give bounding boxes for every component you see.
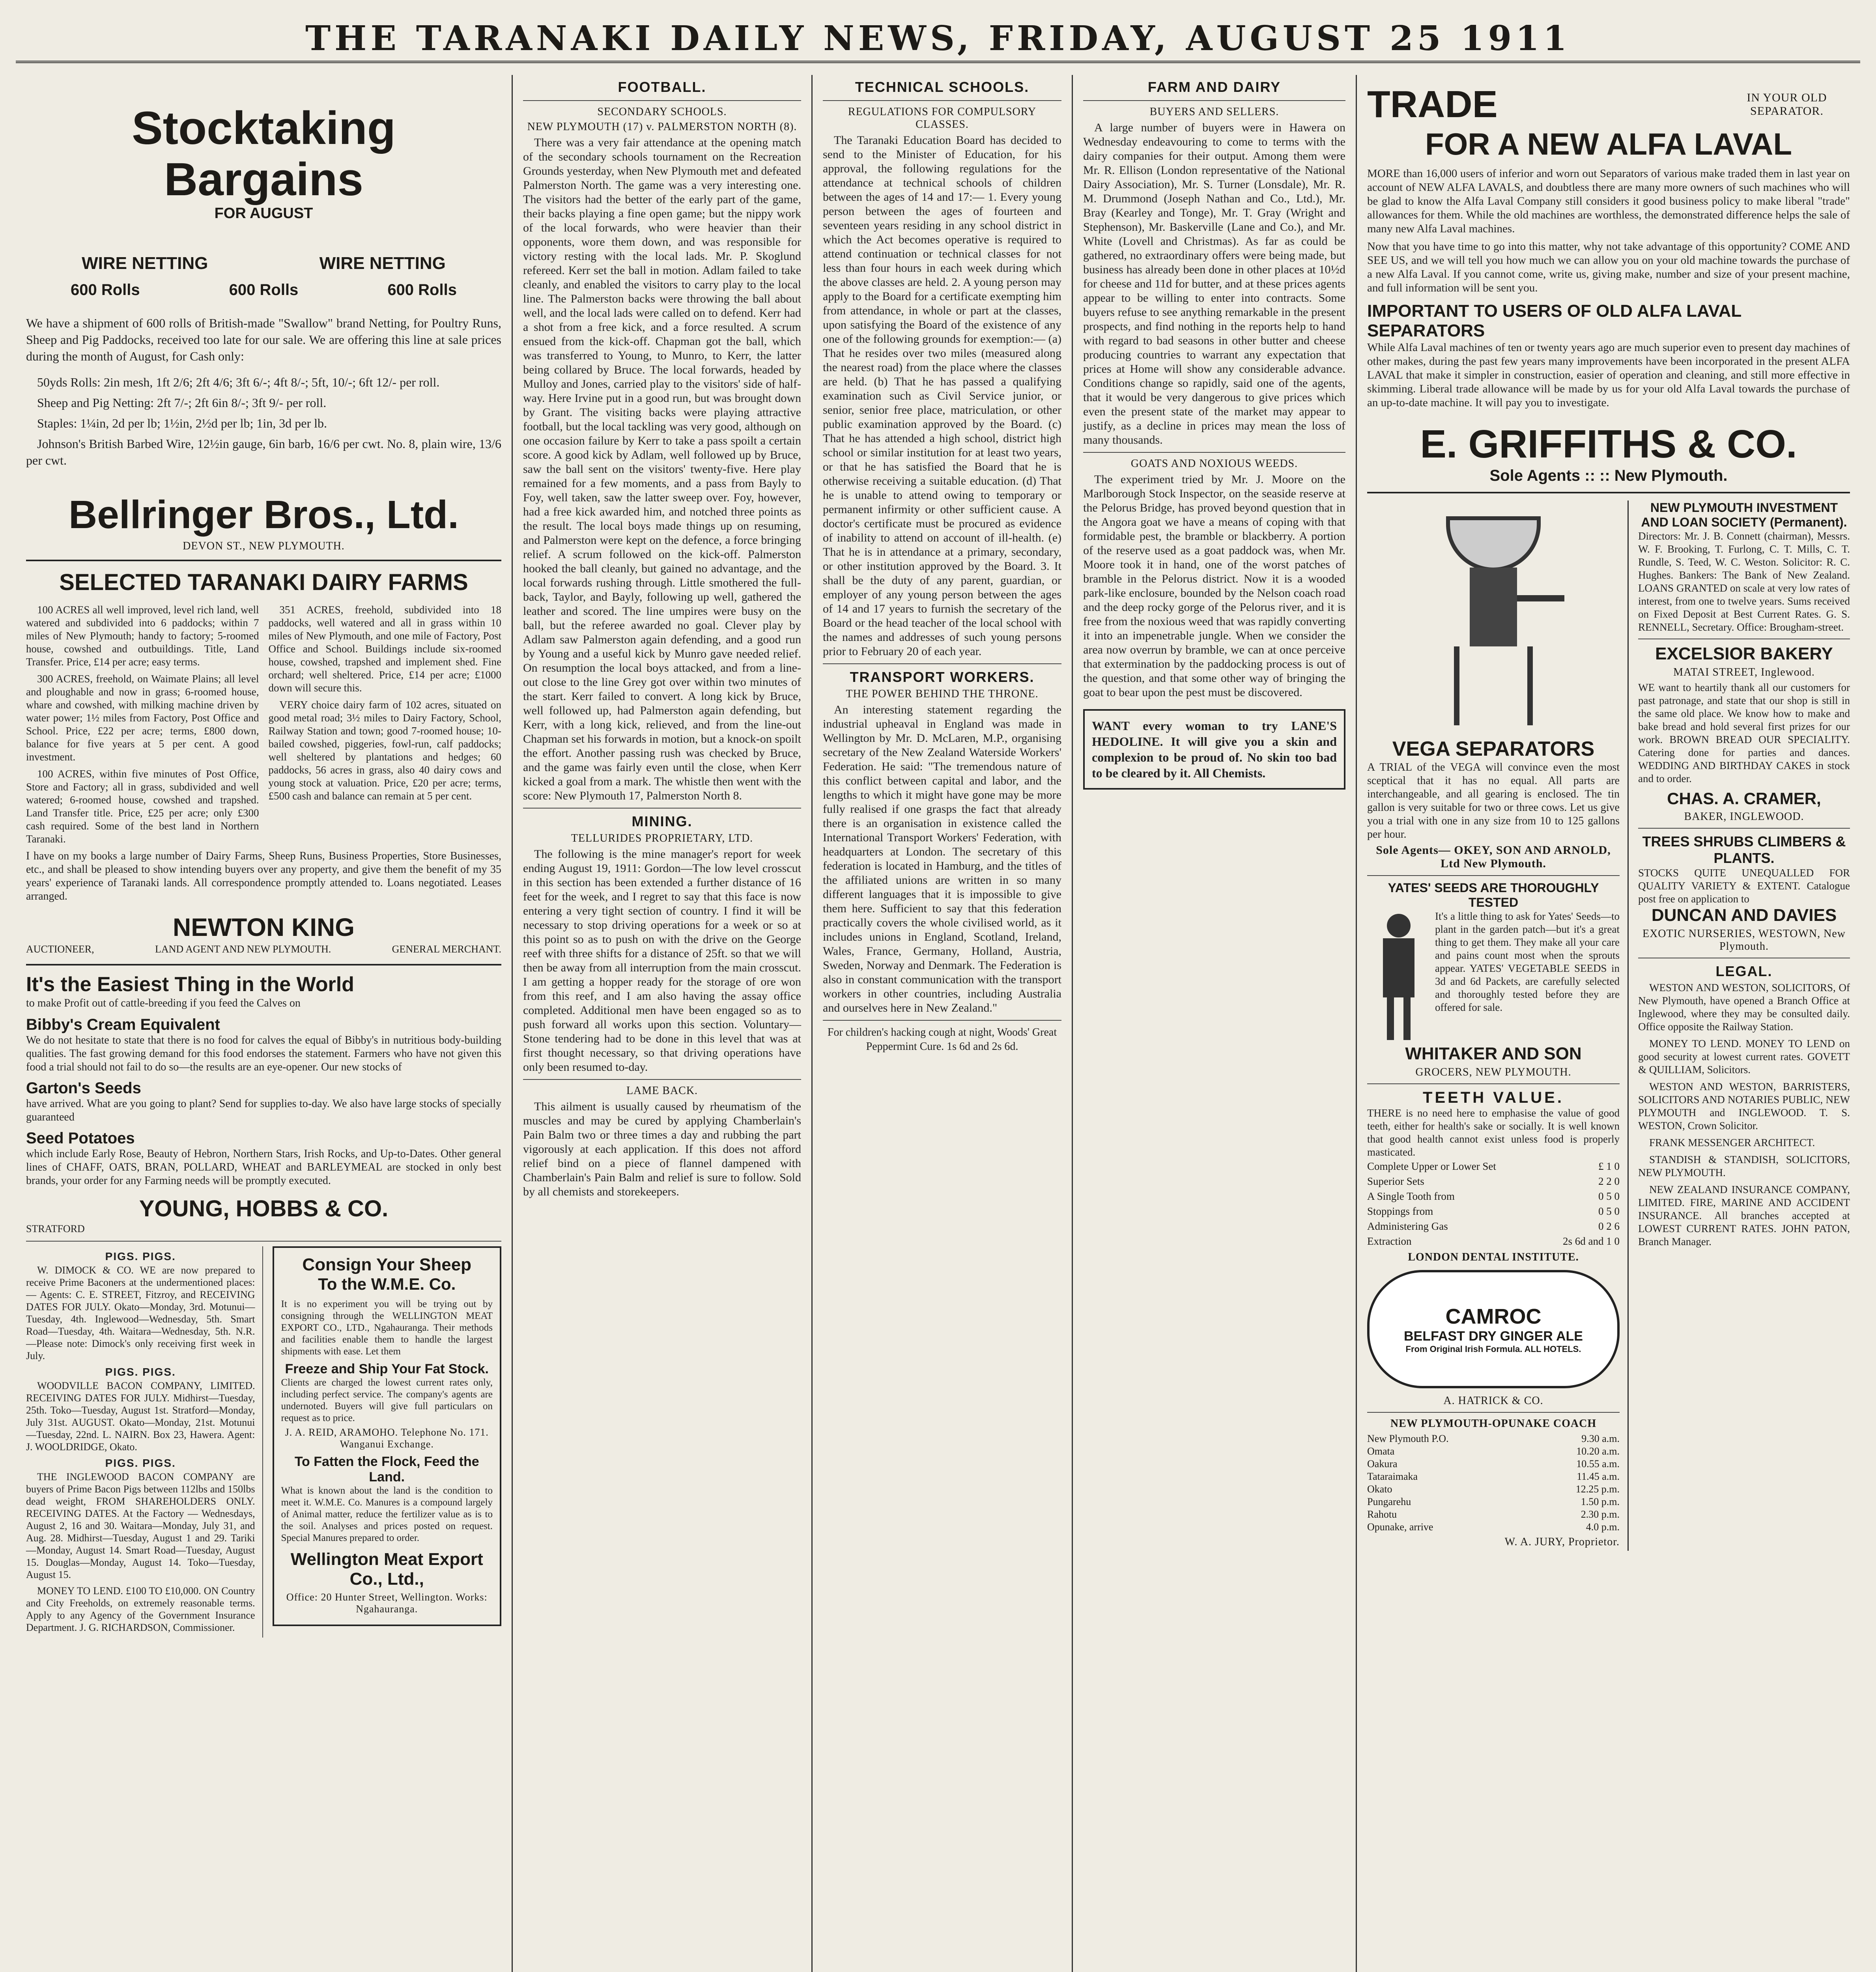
secondary-schools: SECONDARY SCHOOLS. <box>597 106 727 118</box>
bellringer-address: DEVON ST., NEW PLYMOUTH. <box>183 540 345 552</box>
young-hobbs: YOUNG, HOBBS & CO. <box>139 1196 389 1221</box>
agent-text: J. A. REID, ARAMOHO. Telephone No. 171. Wanganui Exchange. <box>285 1427 489 1450</box>
pigs-heading: PIGS. PIGS. <box>105 1366 176 1378</box>
important-text: While Alfa Laval machines of ten or twenty years ago are much superior even to present day machines of other makes, during the past few years many improvements have been incorporated in the present ALFA LAVAL that make it simpler in construction, easier of operation and cleaning, and still more effective in skimming. Liberal trade allowance will be made by us for your old Alfa Laval towards the purchase of an up-to-date machine. It will pay you to investigate. <box>1367 341 1850 409</box>
dairy-farms-title: SELECTED TARANAKI DAIRY FARMS <box>59 570 468 595</box>
coach-time: 11.45 a.m. <box>1577 1471 1620 1482</box>
trade-right: IN YOUR OLD SEPARATOR. <box>1747 91 1827 118</box>
trees-heading: TREES SHRUBS CLIMBERS & PLANTS. <box>1642 833 1846 866</box>
farm-listing: 100 ACRES, within five minutes of Post Office, Store and Factory; all in grass, subdivided and well watered; 6-roomed house, cowshed and trapshed. Land Transfer title. Price, £25 per acre; only £300 cash required. Some of the best land in Northern Taranaki. <box>26 768 259 845</box>
wire-row: Johnson's British Barbed Wire, 12½in gauge, 6in barb, 16/6 per cwt. No. 8, plain wire, 13/6 per cwt. <box>26 437 501 467</box>
garton-heading: Garton's Seeds <box>26 1079 141 1097</box>
newton-left: AUCTIONEER, <box>26 943 94 955</box>
newton-mid: LAND AGENT AND NEW PLYMOUTH. <box>155 943 331 955</box>
telluride-heading: TELLURIDES PROPRIETARY, LTD. <box>571 832 753 844</box>
woodville-ad: WOODVILLE BACON COMPANY, LIMITED. RECEIVING DATES FOR JULY. Midhirst—Tuesday, 25th. Toko—Tuesday, August 1st. Stratford—Monday, July 31st. AUGUST. Okato—Monday, 21st. Motunui—Tuesday, 22nd. L. NAIRN. Box 23, Hawera. Agent: J. WOOLDRIDGE, Okato. <box>26 1380 255 1453</box>
farm-article: A large number of buyers were in Hawera on Wednesday endeavouring to come to terms with the dairy companies for their output. Among them were Mr. R. Ellison (London representative of the National Dairy Association), Mr. S. Turner (Lonsdale), Mr. R. M. Drummond (Joseph Nathan and Co., Ltd.), Mr. Bray (Kearley and Tonge), Mr. T. Gray (Wright and Stephenson), Mr. Baskerville (Lane and Co.), and Mr. White (Lovell and Christmas). As far as could be gathered, no extraordinary offers were being made, but business has already been done in other places at 10½d for cheese and 11d for butter, and at these prices agents appear to be willing to enter into contracts. Some buyers refuse to see anything remarkable in the present prospects, and find nothing in the reports help to hand with regard to bad seasons in other butter and cheese producing countries to warrant any expectation that prices at Home will show any considerable advance. Conditions change so rapidly, said one of the agents, that it would be very dangerous to give prices which even the present state of the market may appear to justify, as a decline in prices may mean the loss of many thousands. <box>1083 121 1345 446</box>
seed-heading: Seed Potatoes <box>26 1130 135 1147</box>
legal-ad: STANDISH & STANDISH, SOLICITORS, NEW PLYMOUTH. <box>1638 1154 1850 1178</box>
duncan-heading: DUNCAN AND DAVIES <box>1651 906 1837 925</box>
transport-heading: TRANSPORT WORKERS. <box>850 669 1035 685</box>
coach-time: 10.20 a.m. <box>1576 1445 1620 1457</box>
freeze-text: Clients are charged the lowest current rates only, including perfect service. The company's agents are undernoted. Buyers will give full particulars on request as to price. <box>281 1377 493 1423</box>
legal-ad: WESTON AND WESTON, BARRISTERS, SOLICITORS AND NOTARIES PUBLIC, NEW PLYMOUTH and INGLEWOOD. T. S. WESTON, Crown Solicitor. <box>1638 1081 1850 1132</box>
trees-text: STOCKS QUITE UNEQUALLED FOR QUALITY VARIETY & EXTENT. Catalogue post free on application to <box>1638 867 1850 905</box>
teeth-heading: TEETH VALUE. <box>1423 1089 1564 1106</box>
teeth-text: THERE is no need here to emphasise the value of good teeth, either for health's sake or socially. It is well known that good health cannot exist unless food is properly masticated. <box>1367 1107 1620 1158</box>
ginger-formula: From Original Irish Formula. ALL HOTELS. <box>1405 1344 1581 1354</box>
ginger-product: BELFAST DRY GINGER ALE <box>1403 1328 1583 1344</box>
hatrick: A. HATRICK & CO. <box>1443 1395 1543 1407</box>
coach-stop: Omata <box>1367 1445 1395 1457</box>
goats-article: The experiment tried by Mr. J. Moore on the Marlborough Stock Inspector, on the seaside reserve at the Pelorus Bridge, has proved beyond question that in the Angora goat we have a means of coping with that formidable pest, the bramble or blackberry. A portion of the reserve used as a goat paddock was, when Mr. Moore took it in hand, one of the worst patches of bramble in the Pelorus district. Now it is a wooded park-like enclosure, bounded by the Nelson coach road and the deep rocky gorge of the Pelorus river, and it is free from the noxious weed that was rapidly converting it into an impenetrable jungle. When we consider the area now overrun by bramble, we can at once perceive that extermination by the paddocking process is out of the question, and that some other way of bringing the goat to bear upon the pest must be discovered. <box>1083 473 1345 699</box>
coach-stop: Tataraimaka <box>1367 1471 1418 1482</box>
football-heading: FOOTBALL. <box>618 79 706 95</box>
stocktaking-sub: FOR AUGUST <box>214 205 313 222</box>
teeth-price: 2s 6d and 1 0 <box>1563 1235 1620 1247</box>
dental-institute: LONDON DENTAL INSTITUTE. <box>1408 1251 1579 1263</box>
whitaker-sub: GROCERS, NEW PLYMOUTH. <box>1415 1066 1571 1078</box>
coach-stop: Opunake, arrive <box>1367 1521 1433 1533</box>
regulations-heading: REGULATIONS FOR COMPULSORY CLASSES. <box>848 106 1037 131</box>
inglewood-ad: THE INGLEWOOD BACON COMPANY are buyers of Prime Bacon Pigs between 112lbs and 150lbs dead weight, FROM SHAREHOLDERS ONLY. RECEIVING DATES. At the Factory — Wednesdays, August 2, 16 and 30. Waitara—Monday, July 31, and Aug. 28. Midhirst—Tuesday, August 1 and 29. Tariki—Monday, August 14. Smart Road—Tuesday, August 15. Douglas—Monday, August 14. Toko—Tuesday, August 15. <box>26 1471 255 1580</box>
teeth-price: 0 2 6 <box>1598 1220 1620 1232</box>
seed-text: which include Early Rose, Beauty of Hebron, Northern Stars, Irish Rocks, and Up-to-Dates. Other general lines of CHAFF, OATS, BRAN, POLLARD, WHEAT and BARLEYMEAL are stocked in only best brands, your order for any Farming needs will be promptly executed. <box>26 1148 501 1187</box>
wire-heading-2: WIRE NETTING <box>319 254 446 273</box>
cough-ad: For children's hacking cough at night, Woods' Great Peppermint Cure. 1s 6d and 2s 6d. <box>827 1026 1057 1053</box>
transport-article: An interesting statement regarding the industrial upheaval in England was made in Wellington by Mr. D. McLaren, M.P., organising secretary of the New Zealand Waterside Workers' Federation. He said: "The tremendous nature of this conflict between capital and labor, and the lengths to which it might have gone may be more fully realised if one grasps the fact that already there is an organisation in existence called the International Transport Workers' Federation, with headquarters at London. The secretary of this federation is located in Hamburg, and the titles of the affiliated unions are written in so many different languages that it is impossible to give them here. Sufficient to say that this federation practically covers the whole civilised world, as it includes unions in England, Scotland, Ireland, Wales, France, Germany, Holland, Austria, Sweden, Norway and Denmark. The Federation is also in constant communication with the transport workers in other countries, including Australia and ourselves here in New Zealand." <box>823 703 1061 1014</box>
goats-heading: GOATS AND NOXIOUS WEEDS. <box>1130 458 1298 470</box>
teeth-item: Superior Sets <box>1367 1175 1424 1187</box>
trade-heading: TRADE <box>1367 83 1498 125</box>
pigs-heading: PIGS. PIGS. <box>105 1457 176 1469</box>
rolls-3: 600 Rolls <box>387 281 457 299</box>
coach-stop: Rahotu <box>1367 1509 1397 1520</box>
farm-listing: 100 ACRES all well improved, level rich land, well watered and subdivided into 6 paddocks; within 7 miles of New Plymouth; handy to factory; 5-roomed house, cowshed and outbuildings. Title, Land Transfer. Price, £14 per acre; easy terms. <box>26 604 259 668</box>
griffiths-title: E. GRIFFITHS & CO. <box>1420 422 1797 466</box>
garton-text: have arrived. What are you going to plant? Send for supplies to-day. We also have large stocks of specially guaranteed <box>26 1098 501 1123</box>
farm-listing: VERY choice dairy farm of 102 acres, situated on good metal road; 3½ miles to Dairy Factory, School, Railway Station and town; good 7-roomed house; 10-bailed cowshed, piggeries, fowl-run, calf paddocks; well sheltered by plantations and hedges; 60 paddocks, 56 acres in grass, also 40 dairy cows and young stock at valuation. Price, £20 per acre; terms, £500 cash and balance can remain at 5 per cent. <box>268 699 501 802</box>
coach-time: 10.55 a.m. <box>1576 1458 1620 1470</box>
wire-row: 50yds Rolls: 2in mesh, 1ft 2/6; 2ft 4/6; 3ft 6/-; 4ft 8/-; 5ft, 10/-; 6ft 12/- per roll. <box>37 375 440 389</box>
freeze-heading: Freeze and Ship Your Fat Stock. <box>285 1361 489 1376</box>
wire-row: Sheep and Pig Netting: 2ft 7/-; 2ft 6in 8/-; 3ft 9/- per roll. <box>37 396 327 410</box>
teeth-item: Administering Gas <box>1367 1220 1448 1232</box>
coach-stop: Pungarehu <box>1367 1496 1411 1507</box>
stocktaking-title: Stocktaking Bargains <box>132 102 396 205</box>
coach-time: 4.0 p.m. <box>1586 1521 1620 1533</box>
column-football <box>513 75 813 1972</box>
football-article: There was a very fair attendance at the opening match of the secondary schools tournament on the Recreation Grounds yesterday, when New Plymouth met and defeated Palmerston North. The game was a very interesting one. The visitors had the better of the early part of the game, their backs playing a fine open game; but the nippy work of the local forwards, who were heavier than their opponents, wore them down, and was responsible for victory resting with the local lads. Mr. P. Skoglund refereed. Kerr set the ball in motion. Adlam failed to take cleanly, and enabled the visitors to carry play to the local line. The Palmerston backs were throwing the ball about well, and the local lads were called on to defend. Kerr had a shot from a free kick, and a force resulted. A scrum ensued from the kick-off. Chapman got the ball, which was transferred to Young, to Munro, to Kerr, the latter being collared by Bruce. The local forwards, headed by Mulloy and Jones, carried play to the visitors' side of half-way. Here Irvine put in a good run, but was brought down by Grant. The visiting backs were playing attractive football, but the local tackling was very good, although on one occasion failure by Kerr to take a pass spoilt a certain score. A good kick by Adlam, well followed up by Bruce, saw the ball sent on the visitors' twenty-five. Here play remained for a few moments, and a pass from Bayly to Foy, well taken, saw the latter sweep over. Foy, however, had a free kick awarded him, and notched three points as the result. The local boys made things up on resuming, and Palmerston were kept on the defence, a force bringing relief. A scrum followed on the kick-off. Palmerston hooked the ball cleanly, but gained no advantage, and the local forwards rushing through. Little smothered the full-back, Taylor, and Bayly, following up well, gathered the leather and scored. The line umpires were busy on the ball, but the referee awarded no goal. Clever play by Adlam saw Palmerston again defending, and a good run by Young and a useful kick by Munro gave needed relief. On resumption the local boys attacked, and from a line-out close to the line Grey got over within two minutes of the start. Kerr failed to convert. A long kick by Bruce, well followed up, had Palmerston again defending, but Kerr, with a long kick, relieved, and from the line-out Chapman set his forwards in motion, but a knock-on spoilt the effort. Another passing rush was checked by Bruce, and the game was fairly even until the close, when Kerr kicked a goal from a mark. The whistle then went with the score: New Plymouth 17, Palmerston North 8. <box>523 136 801 802</box>
bibby-heading: Bibby's Cream Equivalent <box>26 1016 220 1033</box>
technical-heading: TECHNICAL SCHOOLS. <box>855 79 1030 95</box>
newton-right: GENERAL MERCHANT. <box>392 943 501 955</box>
coach-time: 9.30 a.m. <box>1581 1433 1620 1444</box>
lame-back-text: This ailment is usually caused by rheumatism of the muscles and may be cured by applying Chamberlain's Pain Balm two or three times a day and rubbing the part vigorously at each application. If this does not afford relief bind on a piece of flannel dampened with Chamberlain's Pain Balm and relief is sure to follow. Sold by all chemists and storekeepers. <box>523 1100 801 1198</box>
column-farm-dairy <box>1073 75 1357 1972</box>
teeth-price: 0 5 0 <box>1598 1205 1620 1217</box>
whitaker-heading: WHITAKER AND SON <box>1405 1044 1582 1063</box>
money-ad: MONEY TO LEND. £100 TO £10,000. ON Country and City Freeholds, on extremely reasonable terms. Apply to any Agency of the Government Insurance Department. J. G. RICHARDSON, Commissioner. <box>26 1585 255 1633</box>
teeth-item: Complete Upper or Lower Set <box>1367 1160 1496 1172</box>
vega-heading: VEGA SEPARATORS <box>1392 738 1595 760</box>
teeth-item: A Single Tooth from <box>1367 1190 1455 1202</box>
separator-illustration <box>1411 508 1576 729</box>
teeth-price: 2 2 0 <box>1598 1175 1620 1187</box>
rolls-2: 600 Rolls <box>229 281 299 299</box>
teeth-price: 0 5 0 <box>1598 1190 1620 1202</box>
farm-listing: 300 ACRES, freehold, on Waimate Plains; all level and ploughable and now in grass; 6-roomed house, whare and cowshed, with milking machine driven by water power; 1½ miles from Factory, Post Office and School. Price, £22 per acre; terms, £800 down, balance for five years at 5 per cent. A good investment. <box>26 673 259 763</box>
vega-agents: Sole Agents— OKEY, SON AND ARNOLD, Ltd New Plymouth. <box>1376 844 1611 870</box>
wme-office: Office: 20 Hunter Street, Wellington. Works: Ngahauranga. <box>286 1591 488 1615</box>
hedoline-ad: WANT every woman to try LANE'S HEDOLINE. It will give you a skin and complexion to be proud of. No skin too bad to be cleared by it. All Chemists. <box>1092 719 1337 780</box>
column-technical-schools <box>813 75 1073 1972</box>
lame-back-heading: LAME BACK. <box>626 1085 698 1097</box>
column-advertisements-right <box>1357 75 1860 1972</box>
investment-text: Directors: Mr. J. B. Connett (chairman), Messrs. W. F. Brooking, T. Furlong, C. T. Mills, C. T. Rundle, S. Teed, W. C. Weston. Solicitor: R. C. Hughes. Bankers: The Bank of New Zealand. LOANS GRANTED on scale at very low rates of interest, from one to twelve years. Sums received on Fixed Deposit at Best Current Rates. G. S. RENNELL, Secretary. Office: Brougham-street. <box>1638 530 1850 633</box>
column-advertisements-left <box>16 75 513 1972</box>
teeth-item: Stoppings from <box>1367 1205 1433 1217</box>
coach-stop: New Plymouth P.O. <box>1367 1433 1449 1444</box>
teeth-item: Extraction <box>1367 1235 1412 1247</box>
farms-note: I have on my books a large number of Dairy Farms, Sheep Runs, Business Properties, Store Businesses, etc., and shall be pleased to show intending buyers over any property, and give them the benefit of my 35 years' experience of Taranaki lands. All correspondence promptly attended to. Loans negotiated. Leases arranged. <box>26 850 501 902</box>
coach-stop: Okato <box>1367 1483 1392 1495</box>
yates-text: It's a little thing to ask for Yates' Seeds—to plant in the garden patch—but it's a great thing to get them. They make all your care and pains count most when the sprouts appear. YATES' VEGETABLE SEEDS in 3d and 6d Packets, are carefully selected and thoroughly tested before they are offered for sale. <box>1435 910 1620 1013</box>
buyers-heading: BUYERS AND SELLERS. <box>1149 106 1279 118</box>
coach-heading: NEW PLYMOUTH-OPUNAKE COACH <box>1390 1417 1597 1430</box>
alfa-text: MORE than 16,000 users of inferior and worn out Separators of various make traded them in last year on account of NEW ALFA LAVALS, and doubtless there are many more owners of such machines who will be glad to know the Alfa Laval Company still considers it good business policy to make liberal "trade" allowances for them. While the old machines are worthless, the demonstrated difference helps the sale of many new Alfa Laval machines. <box>1367 167 1850 235</box>
legal-ad: MONEY TO LEND. MONEY TO LEND on good security at lowest current rates. GOVETT & QUILLIAM, Solicitors. <box>1638 1038 1850 1076</box>
farm-listing: 351 ACRES, freehold, subdivided into 18 paddocks, well watered and all in grass within 10 miles of New Plymouth, and one mile of Factory, Post Office and School. Buildings include six-roomed house, cowshed, trapshed and implement shed. Fine orchard; well sheltered. Price, £14 per acre; £1000 down will secure this. <box>268 604 501 694</box>
coach-time: 1.50 p.m. <box>1581 1496 1620 1507</box>
legal-heading: LEGAL. <box>1715 963 1773 979</box>
bakery-heading: EXCELSIOR BAKERY <box>1655 644 1833 663</box>
wire-row: Staples: 1¼in, 2d per lb; 1½in, 2½d per lb; 1in, 3d per lb. <box>37 416 327 430</box>
farm-heading: FARM AND DAIRY <box>1147 79 1281 95</box>
bakery-text: WE want to heartily thank all our customers for past patronage, and state that our shop is still in the same old place. We know how to make and bake bread and hold several first prizes for our work. BROWN BREAD OUR SPECIALITY. Catering done for parties and dances. WEDDING AND BIRTHDAY CAKES in stock and to order. <box>1638 682 1850 784</box>
legal-ad: FRANK MESSENGER ARCHITECT. <box>1649 1137 1815 1148</box>
bakery-sub: MATAI STREET, Inglewood. <box>1673 666 1815 678</box>
match-heading: NEW PLYMOUTH (17) v. PALMERSTON NORTH (8). <box>527 121 797 133</box>
consign-title: Consign Your Sheep <box>302 1255 472 1274</box>
griffiths-sub: Sole Agents :: :: New Plymouth. <box>1489 467 1728 484</box>
easiest-title: It's the Easiest Thing in the World <box>26 973 354 996</box>
cramer-heading: CHAS. A. CRAMER, <box>1667 789 1821 808</box>
jury: W. A. JURY, Proprietor. <box>1504 1536 1620 1548</box>
masthead <box>16 16 1860 63</box>
consign-sub: To the W.M.E. Co. <box>318 1275 456 1293</box>
fatten-text: What is known about the land is the condition to meet it. W.M.E. Co. Manures is a compound largely of Animal matter, reduce the fertilizer value as is to the soil. Analyses and prices posted on request. Special Manures prepared to order. <box>281 1485 493 1543</box>
fatten-heading: To Fatten the Flock, Feed the Land. <box>294 1454 479 1485</box>
wire-heading-1: WIRE NETTING <box>82 254 208 273</box>
alfa-heading: FOR A NEW ALFA LAVAL <box>1425 127 1792 161</box>
bellringer-title: Bellringer Bros., Ltd. <box>68 493 459 537</box>
bibby-text: We do not hesitate to state that there is no food for calves the equal of Bibby's in nutritious body-building qualities. The fast growing demand for this food endorses the statement. Farmers who have not given this food a trial should not fail to do so—the results are an eye-opener. Our new stocks of <box>26 1034 501 1073</box>
insurance-ad: NEW ZEALAND INSURANCE COMPANY, LIMITED. FIRE, MARINE AND ACCIDENT INSURANCE. All branches accepted at LOWEST CURRENT RATES. JOHN PATON, Branch Manager. <box>1638 1184 1850 1247</box>
coach-stop: Oakura <box>1367 1458 1398 1470</box>
wme-name: Wellington Meat Export Co., Ltd., <box>290 1550 483 1589</box>
masthead-title: THE TARANAKI DAILY NEWS, FRIDAY, AUGUST 25 1911 <box>305 18 1571 58</box>
important-heading: IMPORTANT TO USERS OF OLD ALFA LAVAL SEPARATORS <box>1367 301 1741 340</box>
gardener-illustration <box>1367 914 1430 1040</box>
vega-text: A TRIAL of the VEGA will convince even the most sceptical that it has no equal. All parts are interchangeable, and all gearing is enclosed. The tin gallon is very suitable for two or three cows. Let us give you a trial with one in any size from 10 to 125 gallons per hour. <box>1367 761 1620 840</box>
alfa-text-2: Now that you have time to go into this matter, why not take advantage of this opportunity? COME AND SEE US, and we will tell you how much we can allow you on your old machine towards the purchase of a new Alfa Laval. If you cannot come, write us, giving make, number and size of your present machine, and full information will be sent you. <box>1367 240 1850 294</box>
stratford: STRATFORD <box>26 1223 85 1234</box>
coach-time: 2.30 p.m. <box>1581 1509 1620 1520</box>
mining-article: The following is the mine manager's report for week ending August 19, 1911: Gordon—The low level crosscut in this section has been extended a further distance of 16 feet for the week, and I regret to say that this face is now entering a very tight section of country. I find it will be necessary to stop driving operations for a week or so at this point so as to push on with the drive on the George reef with three shifts for a distance of 25ft. so that we will then be away from all interruption from the main crosscut. I am getting a hopper ready for the storage of ore won from this reef, and I am also having the assay office completed. Additional men have been engaged so as to push forward all works upon this section. Voluntary—Stone tendering had to be done in this level that was at first thought necessary, so that driving operations have only been resumed to-day. <box>523 848 801 1074</box>
mining-heading: MINING. <box>632 813 693 829</box>
coach-time: 12.25 p.m. <box>1575 1483 1620 1495</box>
investment-heading: NEW PLYMOUTH INVESTMENT AND LOAN SOCIETY (Permanent). <box>1641 500 1847 529</box>
wire-text: We have a shipment of 600 rolls of British-made "Swallow" brand Netting, for Poultry Runs, Sheep and Pig Paddocks, received too late for our sale. We are offering this line at sale prices during the month of August, for Cash only: <box>26 316 501 363</box>
cramer-sub: BAKER, INGLEWOOD. <box>1684 810 1804 823</box>
rolls-1: 600 Rolls <box>71 281 140 299</box>
yates-heading: YATES' SEEDS ARE THOROUGHLY TESTED <box>1388 881 1599 909</box>
easiest-sub: to make Profit out of cattle-breeding if you feed the Calves on <box>26 997 301 1009</box>
duncan-sub: EXOTIC NURSERIES, WESTOWN, New Plymouth. <box>1642 928 1846 952</box>
pigs-heading: PIGS. PIGS. <box>105 1250 176 1262</box>
ginger-brand: CAMROC <box>1445 1304 1542 1328</box>
power-heading: THE POWER BEHIND THE THRONE. <box>846 688 1039 700</box>
ginger-ale-logo <box>1367 1270 1620 1388</box>
consign-text: It is no experiment you will be trying out by consigning through the WELLINGTON MEAT EXPORT CO., LTD., Ngahauranga. Their methods and facilities enable them to handle the largest shipments with ease. Let them <box>281 1299 493 1357</box>
legal-ad: WESTON AND WESTON, SOLICITORS, Of New Plymouth, have opened a Branch Office at Inglewood, where they may be consulted daily. Office opposite the Railway Station. <box>1638 982 1850 1033</box>
dimock-ad: W. DIMOCK & CO. WE are now prepared to receive Prime Baconers at the undermentioned places:— Agents: C. E. STREET, Fitzroy, and RECEIVING DATES FOR JULY. Okato—Monday, 3rd. Motunui—Tuesday, 4th. Inglewood—Wednesday, 5th. Smart Road—Tuesday, 4th. Waitara—Wednesday, 5th. N.R.—Please note: Dimock's only receiving first week in July. <box>26 1264 255 1361</box>
technical-article: The Taranaki Education Board has decided to send to the Minister of Education, for his approval, the following regulations for the attendance at technical schools of children between the ages of 14 and 17:— 1. Every young person between the ages of fourteen and seventeen years residing in any school district in which the Act becomes operative is required to attend continuation or technical classes for not less than four hours in each week during which the above classes are held. 2. A young person may apply to the Board for a certificate exempting him from attendance, in whole or part at the classes, upon satisfying the Board of the existence of any one of the following grounds for exemption:— (a) That he resides over two miles (measured along the nearest road) from the place where the classes are held. (b) That he has passed a qualifying examination such as Civil Service junior, or senior, senior free place, matriculation, or other public examination approved by the Board. (c) That he has attended a high school, district high school or similar institution for at least two years, or that he has satisfied the Board that he is otherwise receiving a suitable education. (d) That he is unable to attend owing to temporary or permanent infirmity or other sufficient cause. A doctor's certificate must be procured as evidence of inability to attend on account of ill-health. (e) That he is in attendance at a primary, secondary, or other institution approved by the Board. 3. It shall be the duty of any parent, guardian, or employer of any young person between the ages of 14 and 17 years to furnish the secretary of the Board or the head teacher of the local school with the names and addresses of such young persons prior to February 20 of each year. <box>823 134 1061 658</box>
teeth-price: £ 1 0 <box>1598 1160 1620 1172</box>
newton-king: NEWTON KING <box>172 913 355 941</box>
